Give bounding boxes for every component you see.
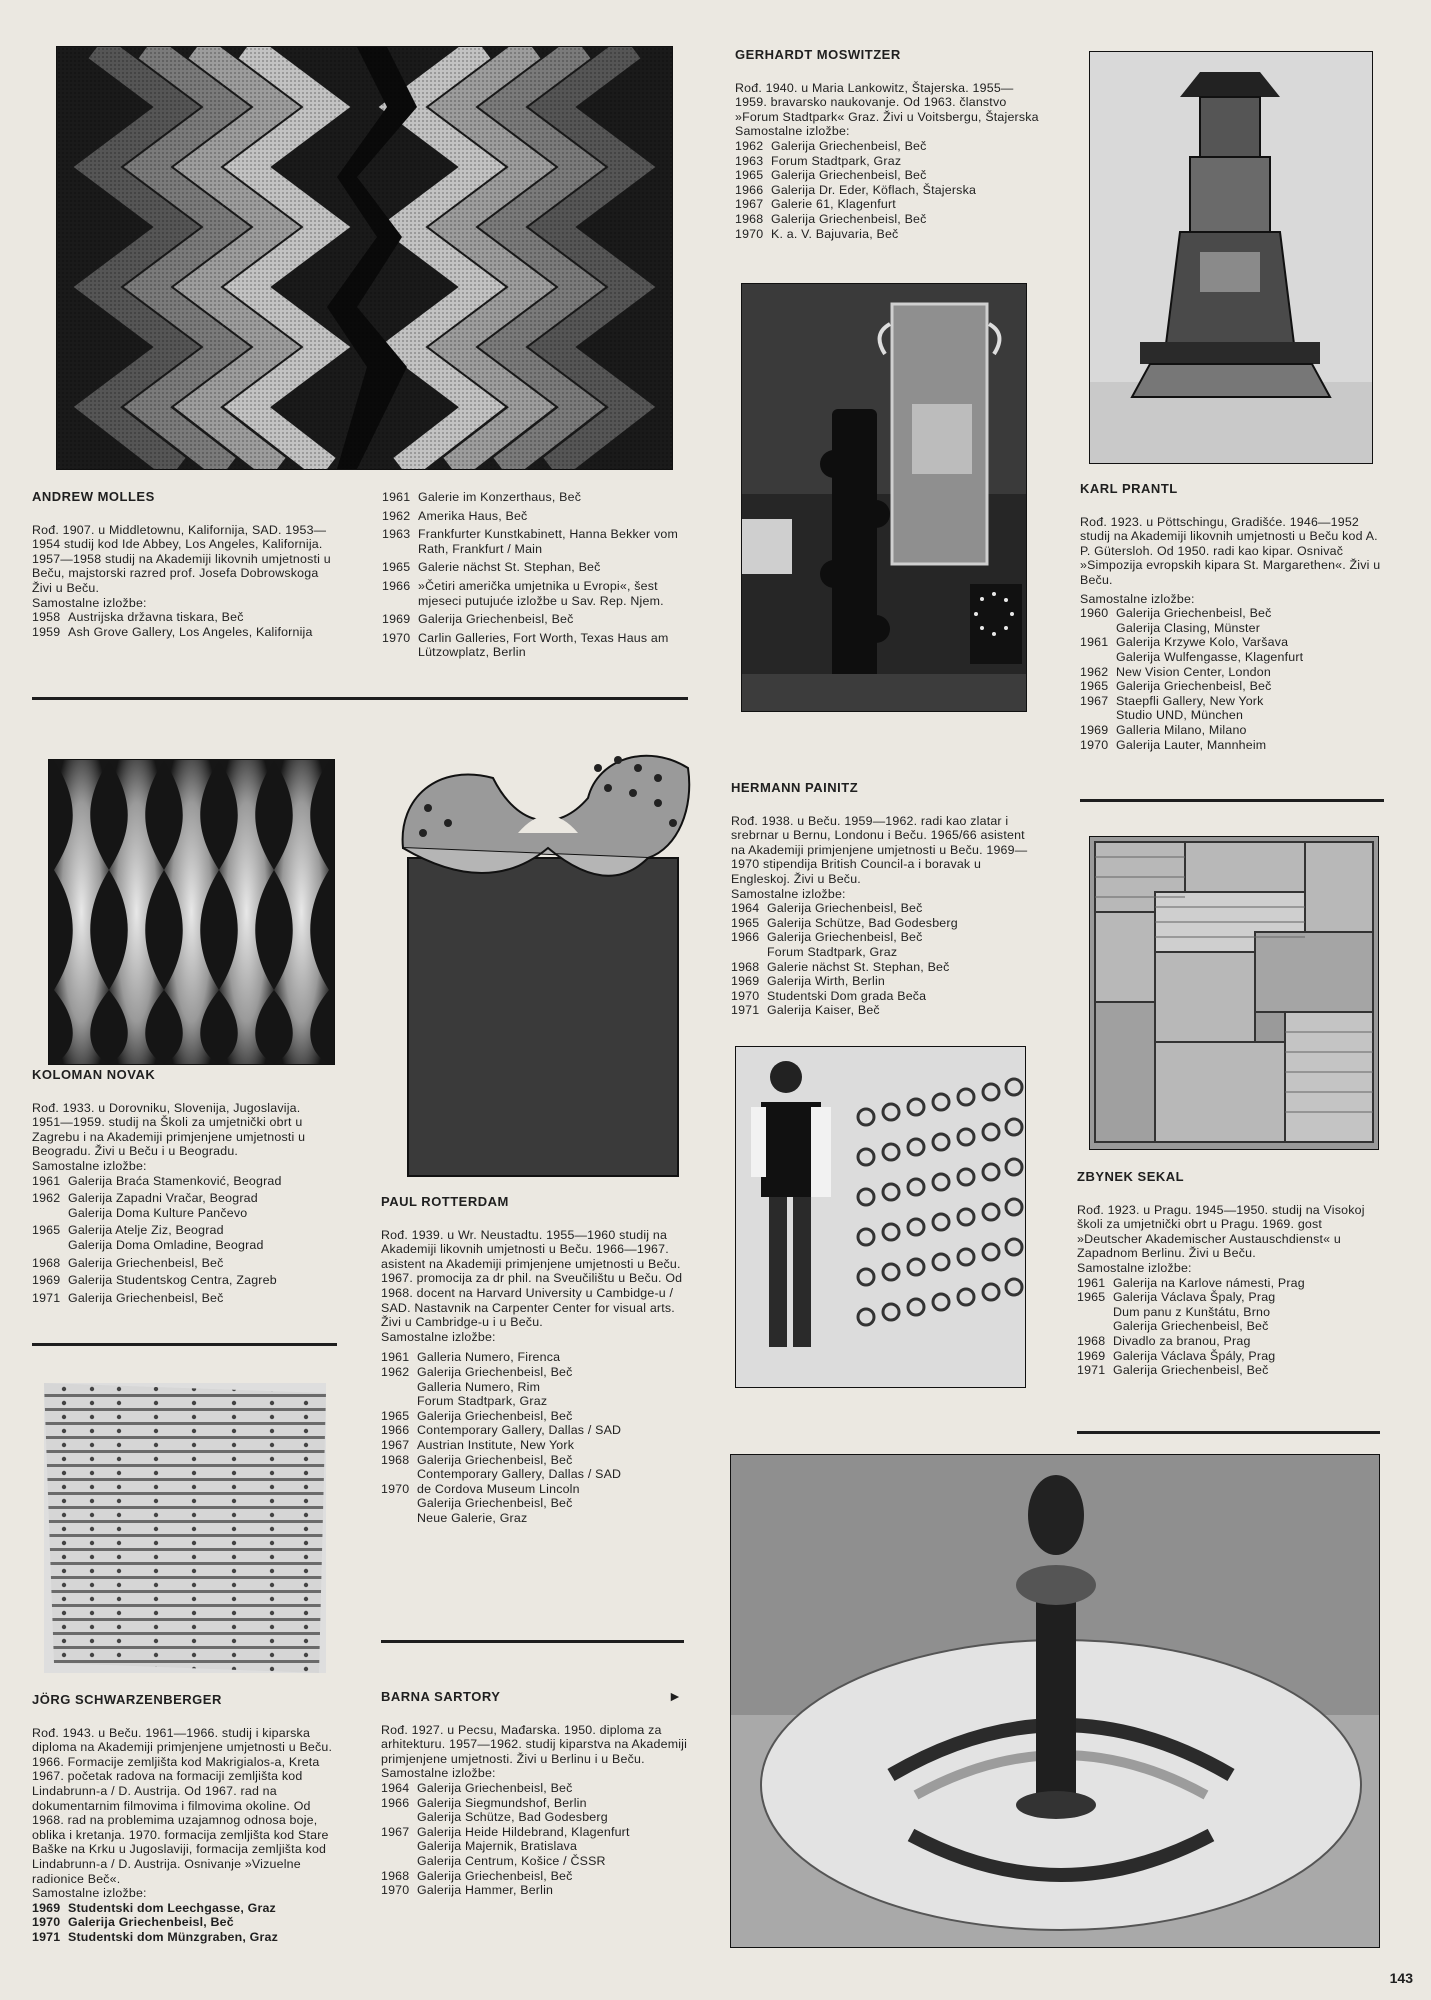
moswitzer-exhibitions	[735, 139, 1040, 241]
sartory-bio-text: Rođ. 1927. u Pecsu, Mađarska. 1950. diploma za arhitekturu. 1957—1962. studij kiparstva na Akademiji primjenjene umjetnosti. Živi u Berlinu i u Beču.	[381, 1722, 688, 1766]
exhibition-item: 1963 Forum Stadtpark, Graz	[735, 153, 902, 168]
sartory-sculpture-image	[730, 1454, 1380, 1948]
section-divider	[381, 1640, 684, 1643]
exhibition-item: 1970 Galerija Griechenbeisl, Beč	[32, 1915, 234, 1930]
molles-exhibitions-label: Samostalne izložbe:	[32, 595, 147, 610]
exhibition-item: 1966 Galerija Dr. Eder, Köflach, Štajerska	[735, 182, 977, 197]
sekal-exhibitions-label: Samostalne izložbe:	[1077, 1260, 1192, 1275]
exhibition-item: 1967 Staepfli Gallery, New York Studio UND, München	[1080, 693, 1264, 723]
rotterdam-exhibitions	[381, 1350, 691, 1525]
schwarzenberger-bio-text: Rođ. 1943. u Beču. 1961—1966. studij i kiparska diploma na Akademiji primjenjene umjetnosti u Beču. 1966. Formacije zemljišta kod Makrigialos-a, Kreta 1967. početak radova na formaciji zemljišta kod Lindabrunn-a / D. Austrija. Od 1967. rad na dokumentarnim filmovima i filmovima okoline. Od 1968. rad na problemima uzajamnog odnosa boje, oblika i kretanja. 1970. formacija zemljišta kod Stare Baške na Krku u Jugoslaviji, formacija zemljišta kod Lindabrunn-a / D. Austrija. Osnivanje »Vizuelne radionice Beč«.	[32, 1725, 333, 1886]
exhibition-item: 1962 Galerija Griechenbeisl, Beč	[735, 138, 927, 153]
exhibition-item: 1965 Galerie nächst St. Stephan, Beč	[382, 560, 601, 575]
exhibition-item: 1970 Galerija Lauter, Mannheim	[1080, 737, 1267, 752]
exhibition-item: 1960 Galerija Griechenbeisl, Beč Galerija Clasing, Münster	[1080, 606, 1272, 635]
exhibition-item: 1967 Austrian Institute, New York	[381, 1437, 575, 1452]
novak-exhibitions-label: Samostalne izložbe:	[32, 1158, 147, 1173]
novak-bio	[32, 1068, 327, 1305]
schwarzenberger-exhibitions	[32, 1901, 342, 1945]
schwarzenberger-exhibitions-label: Samostalne izložbe:	[32, 1886, 147, 1901]
painitz-bio-text: Rođ. 1938. u Beču. 1959—1962. radi kao zlatar i srebrnar u Bernu, Londonu i Beču. 1965/66 asistent na Akademiji primjenjene umjetnosti u Beču. 1969—1970 stipendija British Council-a i boravak u Engleskoj. Živi u Beču.	[731, 813, 1028, 886]
prantl-exhibitions	[1080, 606, 1385, 752]
sekal-bio	[1077, 1170, 1382, 1378]
novak-name: KOLOMAN NOVAK	[32, 1067, 156, 1082]
sekal-relief-image	[1089, 836, 1379, 1150]
exhibition-item: 1969 Studentski dom Leechgasse, Graz	[32, 1900, 276, 1915]
moswitzer-bio-text: Rođ. 1940. u Maria Lankowitz, Štajerska. 1955—1959. bravarsko naukovanje. Od 1963. članstvo »Forum Stadtpark« Graz. Živi u Voitsbergu, Štajerska	[735, 80, 1039, 124]
exhibition-item: 1966 Contemporary Gallery, Dallas / SAD	[381, 1423, 622, 1438]
moswitzer-bio	[735, 48, 1040, 241]
continue-arrow-icon: ►	[668, 1688, 682, 1704]
exhibition-item: 1961 Galerija na Karlove námesti, Prag	[1077, 1275, 1305, 1290]
molles-exhibitions	[32, 610, 342, 639]
prantl-exhibitions-label: Samostalne izložbe:	[1080, 591, 1195, 606]
sekal-bio-text: Rođ. 1923. u Pragu. 1945—1950. studij na Visokoj školi za umjetnički obrt u Pragu. 1969. gost »Deutscher Akademischer Austauschdienst« u Zapadnom Berlinu. Živi u Beču.	[1077, 1202, 1365, 1261]
exhibition-item: 1968 Divadlo za branou, Prag	[1077, 1333, 1251, 1348]
rotterdam-bio	[381, 1195, 691, 1525]
page-number: 143	[1389, 1970, 1413, 1986]
prantl-sculpture-image	[1089, 51, 1373, 464]
exhibition-item: 1969 Galerija Griechenbeisl, Beč	[382, 612, 574, 627]
exhibition-item: 1970 Studentski Dom grada Beča	[731, 988, 927, 1003]
exhibition-item: 1965 Galerija Schütze, Bad Godesberg	[731, 915, 958, 930]
exhibition-item: 1961 Galerija Krzywe Kolo, Varšava Galerija Wulfengasse, Klagenfurt	[1080, 635, 1304, 664]
schwarzenberger-artwork-image	[44, 1383, 326, 1673]
exhibition-item: 1962 New Vision Center, London	[1080, 664, 1271, 679]
painitz-exhibitions-label: Samostalne izložbe:	[731, 886, 846, 901]
exhibition-item: 1970 Galerija Hammer, Berlin	[381, 1883, 554, 1898]
schwarzenberger-bio	[32, 1693, 342, 1945]
exhibition-item: 1965 Galerija Václava Špaly, Prag Dum panu z Kunštátu, Brno Galerija Griechenbeisl, Beč	[1077, 1290, 1276, 1334]
molles-artwork-image	[56, 46, 673, 470]
exhibition-item: 1962 Galerija Zapadni Vračar, Beograd Galerija Doma Kulture Pančevo	[32, 1191, 258, 1220]
exhibition-item: 1965 Galerija Griechenbeisl, Beč	[381, 1408, 573, 1423]
novak-artwork-image	[48, 759, 335, 1065]
exhibition-item: 1967 Galerie 61, Klagenfurt	[735, 197, 896, 212]
painitz-photo-image	[735, 1046, 1026, 1388]
section-divider	[32, 697, 688, 700]
exhibition-item: 1969 Galerija Václava Špály, Prag	[1077, 1348, 1276, 1363]
exhibition-item: 1961 Galerie im Konzerthaus, Beč	[382, 490, 582, 504]
exhibition-item: 1962 Galerija Griechenbeisl, Beč Galleria Numero, Rim Forum Stadtpark, Graz	[381, 1364, 573, 1409]
exhibition-item: 1965 Galerija Griechenbeisl, Beč	[1080, 679, 1272, 694]
molles-bio-text: Rođ. 1907. u Middletownu, Kalifornija, SAD. 1953—1954 studij kod Ide Abbey, Los Angeles, Kalifornija. 1957—1958 studij na Akademiji likovnih umjetnosti u Beču, majstorski razred prof. Josefa Dobrowskoga Živi u Beču.	[32, 522, 331, 595]
schwarzenberger-name: JÖRG SCHWARZENBERGER	[32, 1692, 222, 1707]
exhibition-item: 1965 Galerija Griechenbeisl, Beč	[735, 168, 927, 183]
exhibition-item: 1964 Galerija Griechenbeisl, Beč	[731, 901, 923, 916]
exhibition-item: 1970 Carlin Galleries, Fort Worth, Texas Haus am Lützowplatz, Berlin	[382, 630, 669, 660]
section-divider	[32, 1343, 337, 1346]
novak-exhibitions	[32, 1174, 327, 1306]
rotterdam-exhibitions-label: Samostalne izložbe:	[381, 1329, 496, 1344]
moswitzer-sculpture-image	[741, 283, 1027, 712]
section-divider	[1077, 1431, 1380, 1434]
exhibition-item: 1962 Amerika Haus, Beč	[382, 508, 528, 523]
novak-bio-text: Rođ. 1933. u Dorovniku, Slovenija, Jugoslavija. 1951—1959. studij na Školi za umjetnički obrt u Zagrebu i na Akademiji primjenjene umjetnosti u Beogradu. Živi u Beču i u Beogradu.	[32, 1100, 306, 1159]
molles-exhibitions-continued	[382, 490, 692, 660]
exhibition-item: 1971 Galerija Griechenbeisl, Beč	[32, 1290, 224, 1305]
exhibition-item: 1968 Galerija Griechenbeisl, Beč	[32, 1255, 224, 1270]
prantl-bio-text: Rođ. 1923. u Pöttschingu, Gradišće. 1946—1952 studij na Akademiji likovnih umjetnosti u Beču kod A. P. Gütersloh. Od 1950. radi kao kipar. Osnivač »Simpozija evropskih kipara St. Margarethen«. Živi u Beču.	[1080, 514, 1381, 587]
exhibition-item: 1961 Galleria Numero, Firenca	[381, 1350, 561, 1365]
moswitzer-name: GERHARDT MOSWITZER	[735, 47, 901, 62]
exhibition-item: 1969 Galerija Studentskog Centra, Zagreb	[32, 1273, 277, 1288]
exhibition-item: 1966 Galerija Griechenbeisl, Beč Forum Stadtpark, Graz	[731, 930, 923, 959]
exhibition-item: 1961 Galerija Braća Stamenković, Beograd	[32, 1173, 282, 1188]
exhibition-item: 1971 Studentski dom Münzgraben, Graz	[32, 1929, 278, 1944]
exhibition-item: 1969 Galleria Milano, Milano	[1080, 722, 1247, 737]
rotterdam-artwork-image	[398, 738, 694, 1180]
molles-bio-continued	[382, 490, 692, 660]
prantl-name: KARL PRANTL	[1080, 481, 1178, 496]
exhibition-item: 1969 Galerija Wirth, Berlin	[731, 974, 886, 989]
exhibition-item: 1958 Austrijska državna tiskara, Beč	[32, 610, 244, 625]
exhibition-item: 1968 Galerija Griechenbeisl, Beč	[735, 211, 927, 226]
exhibition-item: 1966 »Četiri američka umjetnika u Evropi«, šest mjeseci putujuće izložbe u Sav. Rep. Njem.	[382, 578, 664, 608]
exhibition-item: 1964 Galerija Griechenbeisl, Beč	[381, 1780, 573, 1795]
sartory-exhibitions-label: Samostalne izložbe:	[381, 1766, 496, 1781]
exhibition-item: 1963 Frankfurter Kunstkabinett, Hanna Bekker vom Rath, Frankfurt / Main	[382, 527, 678, 556]
prantl-bio	[1080, 482, 1385, 752]
exhibition-item: 1971 Galerija Kaiser, Beč	[731, 1003, 880, 1018]
painitz-name: HERMANN PAINITZ	[731, 780, 859, 795]
sartory-bio	[381, 1690, 691, 1898]
exhibition-item: 1959 Ash Grove Gallery, Los Angeles, Kalifornija	[32, 624, 313, 639]
molles-bio	[32, 490, 342, 639]
sekal-exhibitions	[1077, 1276, 1382, 1378]
sartory-exhibitions	[381, 1781, 691, 1898]
painitz-exhibitions	[731, 901, 1041, 1018]
exhibition-item: 1967 Galerija Heide Hildebrand, Klagenfurt Galerija Majernik, Bratislava Galerija Centrum, Košice / ČSSR	[381, 1824, 630, 1868]
sartory-name: BARNA SARTORY	[381, 1689, 501, 1704]
rotterdam-name: PAUL ROTTERDAM	[381, 1194, 509, 1209]
exhibition-item: 1966 Galerija Siegmundshof, Berlin Galerija Schütze, Bad Godesberg	[381, 1795, 608, 1825]
moswitzer-exhibitions-label: Samostalne izložbe:	[735, 124, 850, 139]
exhibition-item: 1965 Galerija Atelje Ziz, Beograd Galerija Doma Omladine, Beograd	[32, 1223, 264, 1252]
exhibition-item: 1970 de Cordova Museum Lincoln Galerija Griechenbeisl, Beč Neue Galerie, Graz	[381, 1481, 580, 1525]
sekal-name: ZBYNEK SEKAL	[1077, 1169, 1185, 1184]
painitz-bio	[731, 781, 1041, 1018]
exhibition-item: 1968 Galerie nächst St. Stephan, Beč	[731, 959, 950, 974]
exhibition-item: 1968 Galerija Griechenbeisl, Beč	[381, 1868, 573, 1883]
exhibition-item: 1970 K. a. V. Bajuvaria, Beč	[735, 226, 899, 241]
rotterdam-bio-text: Rođ. 1939. u Wr. Neustadtu. 1955—1960 studij na Akademiji likovnih umjetnosti u Beču. 1966—1967. asistent na Akademiji primjenjene umjetnosti u Beču. 1967. promocija za dr phil. na Sveučilištu u Beču. Od 1968. docent na Harvard University u Cambidge-u / SAD. Nastavnik na Carpenter Center for visual arts. Živi u Cambridge-u i u Beču.	[381, 1227, 683, 1330]
section-divider	[1080, 799, 1384, 802]
exhibition-item: 1968 Galerija Griechenbeisl, Beč Contemporary Gallery, Dallas / SAD	[381, 1452, 622, 1482]
exhibition-item: 1971 Galerija Griechenbeisl, Beč	[1077, 1363, 1269, 1378]
molles-name: ANDREW MOLLES	[32, 489, 155, 504]
